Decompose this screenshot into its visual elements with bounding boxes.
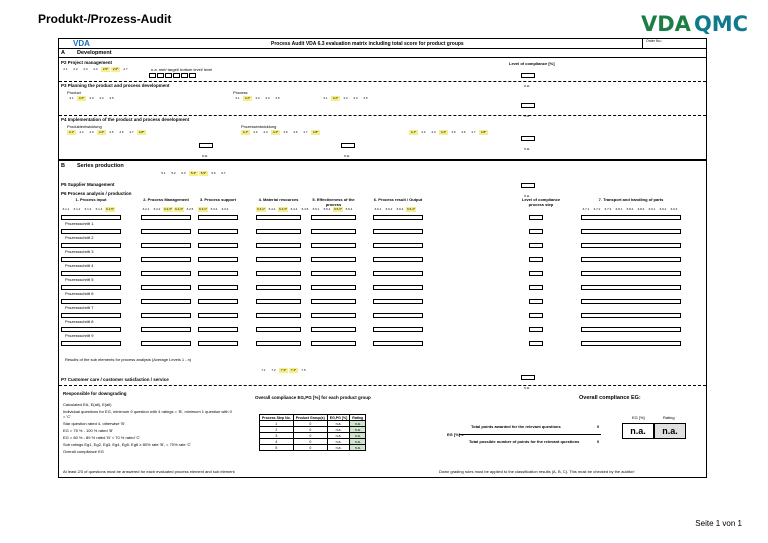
table-row [260,445,366,451]
question-number: 6.7.1 [582,207,590,211]
question-number: 6.2.2 [153,207,161,211]
p6-score-box[interactable] [311,313,356,318]
question-number: 4.8* [312,130,319,134]
p6-score-box[interactable] [141,243,191,248]
page-footer: Seite 1 von 1 [695,519,742,528]
question-number: 3.1 [323,96,328,100]
p6-score-box[interactable] [61,229,121,234]
p6-column-questions [311,207,354,212]
p6-column-questions [256,207,310,212]
question-number: 2.3 [83,67,88,71]
table-cell: 4 [260,439,294,445]
rating-col-label: Rating [663,415,675,420]
table-cell: 3 [260,433,294,439]
p6-column-header: 6. Process result / Output [373,197,423,202]
p4-product-level-box: n.a. [199,143,213,148]
question-number: 6.1.4 [95,207,103,211]
question-number: 2.7 [123,67,128,71]
p6-score-box[interactable] [61,313,121,318]
table-cell: 0 [293,433,327,439]
question-number: 4.6 [293,130,298,134]
overall-compliance-title: Overall compliance EG: [579,395,641,401]
p6-level-box [529,271,543,276]
p3-product-questions [67,96,116,101]
question-number: 6.1.2 [73,207,81,211]
downgrade-rule: Individual questions for EG, minimum 9 question with 4 ratings = 'B', minimum 1 question with 0 = 'C' [63,409,232,419]
question-number: 3.2* [332,96,339,100]
p5-label: P5 Supplier Management [61,182,115,187]
p6-score-box[interactable] [198,313,238,318]
p7-label: P7 Customer care / customer satisfaction / service [61,377,169,382]
question-number: 7.2 [271,368,276,372]
results-note: Results of the sub elements for process analysis (Average Levels 1 - n) [65,357,192,362]
question-number: 5.5* [200,171,207,175]
table-cell: n.a. [350,433,366,439]
question-number: 4.6 [461,130,466,134]
p6-score-box[interactable] [141,215,191,220]
pg-table-header: Product Group(s) [293,415,327,421]
p6-score-box[interactable] [311,271,356,276]
p6-score-box[interactable] [141,327,191,332]
p6-score-box[interactable] [141,285,191,290]
process-step-label: Prozessschritt 4 [65,263,94,268]
question-number: 3.3 [89,96,94,100]
p2-question-numbers [61,67,130,72]
question-number: 5.3 [181,171,186,175]
question-number: 2.1 [63,67,68,71]
p6-score-box[interactable] [311,341,356,346]
question-number: 4.4* [272,130,279,134]
p6-score-box[interactable] [311,285,356,290]
p4-process-questions [241,130,320,135]
process-step-label: Prozessschritt 5 [65,277,94,282]
question-number: 3.2* [244,96,251,100]
p6-score-box[interactable] [256,313,301,318]
question-number: 6.9.2 [659,207,667,211]
p6-score-box[interactable] [198,215,238,220]
p6-score-box[interactable] [198,271,238,276]
p6-score-box[interactable] [256,243,301,248]
question-number: 7.3* [280,368,287,372]
question-number: 4.4* [98,130,105,134]
eg-col-label: EG [%] [632,415,645,420]
p6-process-grid [61,197,701,367]
page-title: Produkt-/Prozess-Audit [38,12,172,26]
section-a-letter: A [61,50,65,56]
p6-score-box[interactable] [581,313,681,318]
question-number: 6.4.5 [301,207,309,211]
question-number: 5.2 [171,171,176,175]
question-number: 6.4.4 [290,207,298,211]
total-possible-label: Total possible number of points for the relevant questions [469,439,580,444]
p6-score-box[interactable] [373,271,423,276]
p6-score-box[interactable] [311,215,356,220]
p3-process-questions-2 [321,96,370,101]
total-awarded-value: 0 [597,424,600,429]
table-cell: 5 [260,445,294,451]
question-number: 6.9.3 [670,207,678,211]
table-cell: n.a. [350,421,366,427]
table-cell: n.a. [327,445,350,451]
question-number: 6.3.3 [221,207,229,211]
p6-score-box[interactable] [373,299,423,304]
question-number: 6.5.1 [312,207,320,211]
p6-score-box[interactable] [373,215,423,220]
p6-score-box[interactable] [198,285,238,290]
question-number: 6.4.3* [279,207,287,211]
p6-score-box[interactable] [256,341,301,346]
p7-level-box: n.a. [521,375,535,380]
rating-value-box: n.a. [654,423,686,439]
p6-score-box[interactable] [141,341,191,346]
question-number: 3.2* [78,96,85,100]
question-number: 3.4 [99,96,104,100]
p6-score-box[interactable] [198,299,238,304]
section-b-letter: B [61,163,65,169]
order-no-label: Order No.: [642,39,662,48]
p6-score-box[interactable] [581,257,681,262]
question-number: 4.2 [421,130,426,134]
question-number: 4.7 [471,130,476,134]
p6-score-box[interactable] [141,257,191,262]
question-number: 3.1 [235,96,240,100]
p6-score-box[interactable] [256,299,301,304]
p6-column-header: 5. Effectiveness of the process [312,197,355,207]
p6-score-box[interactable] [61,257,121,262]
p6-score-box[interactable] [61,299,121,304]
p6-score-box[interactable] [256,229,301,234]
p3-process-label: Process [233,90,248,95]
question-number: 6.2.4* [175,207,183,211]
p6-score-box[interactable] [256,215,301,220]
p6-score-box[interactable] [198,327,238,332]
p4-process-dev-label: Prozessentwicklung [241,124,277,129]
question-number: 4.4* [440,130,447,134]
p6-score-box[interactable] [311,257,356,262]
downgrade-rules-list [63,402,233,454]
p6-score-box[interactable] [581,327,681,332]
p6-level-box [529,243,543,248]
p2-na-legend: n.a. met/ target/ bottom level/ level [151,67,213,72]
bottom-note-right: Down grading rules must be applied to the classification results (A, B, C). This must be checked by the auditor! [439,469,635,474]
table-cell: 0 [293,421,327,427]
p6-score-box[interactable] [256,327,301,332]
question-number: 3.1 [69,96,74,100]
question-number: 6.5.2 [323,207,331,211]
question-number: 3.3 [343,96,348,100]
p6-score-box[interactable] [581,271,681,276]
p6-column-questions [198,207,230,212]
p6-score-box[interactable] [373,327,423,332]
table-cell: n.a. [350,427,366,433]
question-number: 6.8.3 [637,207,645,211]
product-group-table [259,414,366,451]
section-b-title: Series production [77,163,124,169]
p4-process-level-box: n.a. [341,143,355,148]
question-number: 6.5.4 [345,207,353,211]
table-cell: n.a. [327,421,350,427]
p6-score-box[interactable] [311,327,356,332]
p6-score-box[interactable] [141,299,191,304]
p6-score-box[interactable] [256,257,301,262]
question-number: 6.4.2 [268,207,276,211]
p6-level-box [529,327,543,332]
p4-level-box: n.a. [521,136,535,141]
question-number: 6.6.4* [407,207,415,211]
table-cell: 0 [293,445,327,451]
vda-mark: VDA [73,39,90,48]
p6-column-header: 7. Transport and handling of parts [598,197,664,202]
question-number: 4.3 [89,130,94,134]
pg-table-header: Process Step No. [260,415,294,421]
table-cell: 0 [293,427,327,433]
question-number: 6.1.5* [106,207,114,211]
question-number: 6.3.1* [199,207,207,211]
eg-value-box: n.a. [622,423,654,439]
question-number: 4.1* [242,130,249,134]
p6-score-box[interactable] [61,285,121,290]
p6-column-header: 1. Process input [75,197,107,202]
p6-score-box[interactable] [581,299,681,304]
p4-process-questions-2 [409,130,488,135]
question-number: 2.2 [73,67,78,71]
responsible-box [63,391,233,467]
question-number: 6.1.3 [84,207,92,211]
p6-score-box[interactable] [311,299,356,304]
p6-score-box[interactable] [581,341,681,346]
downgrade-rule: Overall compliance EG [63,449,104,454]
p4-product-dev-label: Produktentwicklung [67,124,102,129]
question-number: 5.6 [211,171,216,175]
question-number: 2.6* [112,67,119,71]
question-number: 6.8.1 [615,207,623,211]
question-number: 6.5.3* [334,207,342,211]
p6-score-box[interactable] [198,229,238,234]
question-number: 3.4 [265,96,270,100]
p3-level-box: n.a. [521,103,535,108]
question-number: 3.5 [275,96,280,100]
question-number: 5.7 [221,171,226,175]
overall-pg-title: Overall compliance EG,PG [%] for each product group [255,395,371,400]
p6-score-box[interactable] [198,257,238,262]
question-number: 6.2.3* [164,207,172,211]
p2-level-box: n.a. [521,73,535,78]
question-number: 4.3 [263,130,268,134]
p4-label: P4 Implementation of the product and process development [61,117,190,122]
p6-score-box[interactable] [61,341,121,346]
table-cell: n.a. [327,427,350,433]
pg-table-header: EG,PG [%] [327,415,350,421]
process-step-label: Prozessschritt 8 [65,319,94,324]
table-cell: 0 [293,439,327,445]
p6-score-box[interactable] [373,341,423,346]
vda-qmc-logo: VDA QMC [641,12,749,36]
p6-column-header: 3. Process support [199,197,236,202]
p6-column-header: 2. Process Management [143,197,189,202]
table-cell: n.a. [327,433,350,439]
process-step-label: Prozessschritt 7 [65,305,94,310]
p6-score-box[interactable] [61,327,121,332]
downgrade-rule: EG = 75 % - 100 % rated 'B' [63,428,113,433]
p6-column-questions [141,207,195,212]
question-number: 4.1* [410,130,417,134]
question-number: 4.5 [109,130,114,134]
process-step-label: Prozessschritt 1 [65,221,94,226]
p6-score-box[interactable] [61,271,121,276]
p6-score-box[interactable] [61,215,121,220]
question-number: 6.7.2 [593,207,601,211]
p2-score-cells [149,73,196,78]
p6-score-box[interactable] [373,285,423,290]
question-number: 6.6.3 [396,207,404,211]
p6-score-box[interactable] [61,243,121,248]
matrix-header-title: Process Audit VDA 6.3 evaluation matrix including total score for product groups [271,41,464,47]
question-number: 7.5 [301,368,306,372]
downgrade-rule: EG = 80 % - 89 % rated 'B' < 70 % rated 'C' [63,435,141,440]
p6-column-questions [61,207,115,212]
table-cell: 1 [260,421,294,427]
downgrade-rule: Sub ratings Eg1, Eg2, Eg3, Eg4, Eg5, Eg6 ≥ 80% rate 'B', < 70% rate 'C' [63,442,192,447]
bottom-note-left: At least 2/3 of questions must be answered for each evaluated process element and sub element [63,469,235,474]
question-number: 6.8.2 [626,207,634,211]
question-number: 7.4* [290,368,297,372]
question-number: 2.5* [102,67,109,71]
p6-column-questions [581,207,679,212]
question-number: 6.7.3 [604,207,612,211]
p2-label: P2 Project management [61,60,113,65]
p6-level-box [529,215,543,220]
p5-question-numbers [159,171,228,176]
question-number: 6.6.1 [374,207,382,211]
question-number: 6.3.2 [210,207,218,211]
level-compliance-label: Level of compliance [%] [509,61,555,66]
p3-process-questions [233,96,282,101]
p6-level-box [529,257,543,262]
question-number: 4.7 [129,130,134,134]
p6-score-box[interactable] [198,243,238,248]
p6-column-header: 4. Material resources [258,197,299,202]
p6-level-box [529,313,543,318]
process-step-label: Prozessschritt 2 [65,235,94,240]
question-number: 3.4 [353,96,358,100]
p6-score-box[interactable] [373,313,423,318]
question-number: 4.2 [253,130,258,134]
downgrade-rule: Calculated EA, E(all), E(all) [63,402,112,407]
p3-product-label: Product [67,90,81,95]
downgrade-rule: Star question rated 4, otherwise 'B' [63,421,125,426]
process-step-label: Prozessschritt 9 [65,333,94,338]
question-number: 2.4 [93,67,98,71]
p6-score-box[interactable] [311,229,356,234]
p6-column-questions [373,207,416,212]
p6-level-box [529,341,543,346]
p6-level-box [529,229,543,234]
p6-column-header: Level of compliance process step [521,197,561,207]
p7-question-numbers [259,368,308,373]
eg-label: EG [%] = [447,432,464,437]
question-number: 6.1.1 [62,207,70,211]
pg-table-header: Rating [350,415,366,421]
question-number: 7.1 [261,368,266,372]
question-number: 4.5 [283,130,288,134]
p6-label: P6 Process analysis / production [61,191,132,196]
evaluation-matrix-frame [58,38,707,478]
question-number: 5.4* [190,171,197,175]
question-number: 3.5 [363,96,368,100]
table-cell: n.a. [350,439,366,445]
question-number: 4.6 [119,130,124,134]
question-number: 6.2.5 [186,207,194,211]
process-step-label: Prozessschritt 3 [65,249,94,254]
question-number: 4.2 [79,130,84,134]
question-number: 3.3 [255,96,260,100]
total-possible-value: 0 [597,439,600,444]
p3-label: P3 Planning the product and process development [61,83,170,88]
question-number: 6.9.1 [648,207,656,211]
p6-score-box[interactable] [581,243,681,248]
question-number: 4.1* [68,130,75,134]
p6-score-box[interactable] [373,243,423,248]
question-number: 4.3 [431,130,436,134]
section-a-title: Development [77,50,112,56]
question-number: 6.6.2 [385,207,393,211]
question-number: 4.8* [138,130,145,134]
responsible-title: Responsible for downgrading [63,391,127,396]
p5-level-box: n.a. [521,183,535,188]
p6-score-box[interactable] [581,215,681,220]
p6-score-box[interactable] [256,285,301,290]
question-number: 4.7 [303,130,308,134]
question-number: 6.4.1* [257,207,265,211]
p6-score-box[interactable] [141,229,191,234]
p6-score-box[interactable] [141,271,191,276]
question-number: 4.5 [451,130,456,134]
p6-score-box[interactable] [256,271,301,276]
table-cell: n.a. [327,439,350,445]
p6-score-box[interactable] [141,313,191,318]
question-number: 4.8* [480,130,487,134]
p6-level-box [529,299,543,304]
p6-score-box[interactable] [198,341,238,346]
p6-score-box[interactable] [373,229,423,234]
p6-score-box[interactable] [581,285,681,290]
p6-score-box[interactable] [373,257,423,262]
table-cell: 2 [260,427,294,433]
process-step-label: Prozessschritt 6 [65,291,94,296]
total-awarded-label: Total points awarded for the relevant questions [471,424,561,429]
p6-score-box[interactable] [581,229,681,234]
question-number: 6.2.1 [142,207,150,211]
p4-product-questions [67,130,146,135]
question-number: 5.1 [161,171,166,175]
table-cell: n.a. [350,445,366,451]
p6-score-box[interactable] [311,243,356,248]
p6-level-box [529,285,543,290]
question-number: 3.5 [109,96,114,100]
